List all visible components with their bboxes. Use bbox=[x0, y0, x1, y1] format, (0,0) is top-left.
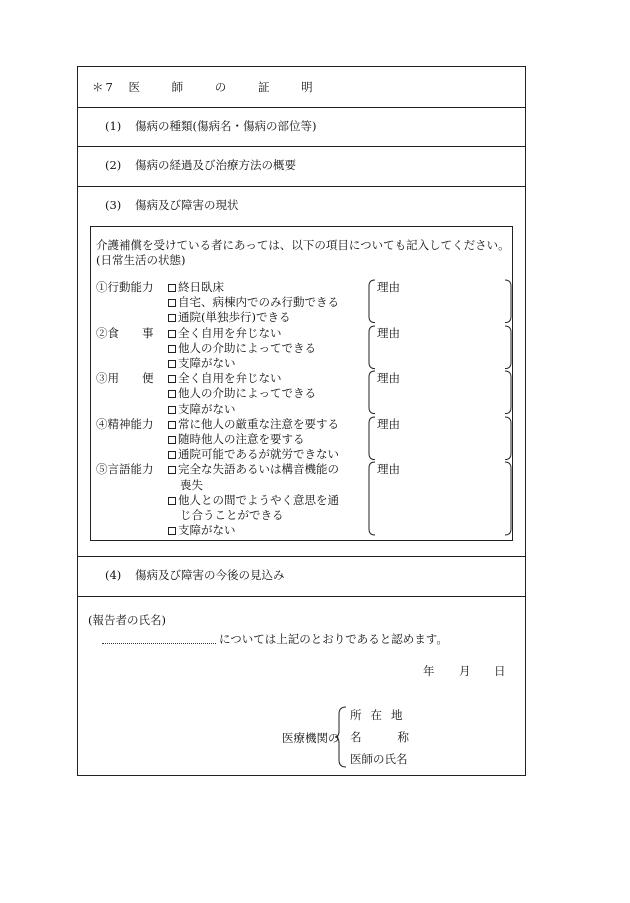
checkbox-icon[interactable] bbox=[168, 421, 176, 429]
option-checkbox[interactable] bbox=[168, 340, 316, 356]
reason-label: 理由 bbox=[377, 371, 400, 386]
category-label: ②食 事 bbox=[96, 325, 154, 340]
checkbox-icon[interactable] bbox=[168, 497, 176, 505]
certify-statement: については上記のとおりであると認めます。 bbox=[219, 632, 448, 646]
option-checkbox[interactable] bbox=[168, 401, 236, 417]
reporter-name-field[interactable] bbox=[102, 642, 216, 644]
checkbox-icon[interactable] bbox=[168, 299, 176, 307]
institution-name-label: 名 称 bbox=[350, 730, 409, 744]
checkbox-icon[interactable] bbox=[168, 330, 176, 338]
option-label: 全く自用を弁じない bbox=[178, 371, 282, 386]
reason-label: 理由 bbox=[377, 416, 400, 431]
option-label: 自宅、病棟内でのみ行動できる bbox=[178, 295, 339, 310]
report-section bbox=[78, 596, 525, 776]
checkbox-icon[interactable] bbox=[168, 284, 176, 292]
checkbox-icon[interactable] bbox=[168, 527, 176, 535]
daily-life-status-box bbox=[90, 226, 513, 541]
option-label: じ合うことができる bbox=[180, 508, 284, 522]
option-label: 全く自用を弁じない bbox=[178, 325, 282, 340]
form-title bbox=[92, 79, 327, 95]
date-day: 日 bbox=[494, 664, 506, 678]
option-label: 他人の介助によってできる bbox=[178, 386, 316, 401]
option-label: 喪失 bbox=[180, 477, 203, 492]
option-label: 随時他人の注意を要する bbox=[178, 432, 305, 446]
title-mark: ＊7 bbox=[92, 80, 115, 94]
section-3-heading: (3) 傷病及び障害の現状 bbox=[105, 198, 239, 212]
option-label: 支障がない bbox=[178, 401, 236, 416]
option-checkbox[interactable] bbox=[168, 446, 339, 462]
checkbox-icon[interactable] bbox=[168, 360, 176, 368]
doctor-name-label: 医師の氏名 bbox=[350, 752, 408, 766]
institution-address-label: 所在地 bbox=[350, 708, 412, 722]
institution-label: 医療機関の bbox=[282, 731, 340, 745]
option-checkbox[interactable] bbox=[168, 461, 339, 477]
section-4-heading: (4) 傷病及び障害の今後の見込み bbox=[105, 568, 285, 582]
option-checkbox[interactable] bbox=[168, 370, 282, 386]
institution-brace-icon bbox=[335, 706, 347, 768]
reason-bracket-icon bbox=[367, 415, 517, 461]
option-checkbox[interactable] bbox=[168, 385, 316, 401]
option-label: 終日臥床 bbox=[178, 280, 224, 294]
category-label: ③用 便 bbox=[96, 371, 154, 386]
checkbox-icon[interactable] bbox=[168, 466, 176, 474]
category-label: ①行動能力 bbox=[96, 280, 154, 294]
checkbox-icon[interactable] bbox=[168, 390, 176, 398]
checkbox-icon[interactable] bbox=[168, 436, 176, 444]
section-2-row bbox=[78, 146, 525, 187]
reason-label: 理由 bbox=[377, 325, 400, 340]
checkbox-icon[interactable] bbox=[168, 451, 176, 459]
care-notice: 介護補償を受けている者にあっては、以下の項目についても記入してください。 bbox=[96, 238, 510, 252]
title-label: 医 師 の 証 明 bbox=[128, 80, 327, 94]
section-2-heading: (2) 傷病の経過及び治療方法の概要 bbox=[105, 158, 296, 172]
checkbox-icon[interactable] bbox=[168, 375, 176, 383]
option-checkbox[interactable] bbox=[168, 309, 290, 325]
option-label: 他人との間でようやく意思を通 bbox=[178, 492, 339, 507]
category-label: ④精神能力 bbox=[96, 416, 154, 431]
section-3-row bbox=[78, 186, 525, 557]
option-checkbox[interactable] bbox=[168, 492, 339, 508]
section-1-heading: (1) 傷病の種類(傷病名・傷病の部位等) bbox=[105, 119, 317, 133]
section-1-row bbox=[78, 107, 525, 147]
option-label: 支障がない bbox=[178, 356, 236, 370]
reason-label: 理由 bbox=[377, 462, 400, 477]
option-label: 他人の介助によってできる bbox=[178, 340, 316, 355]
option-label: 通院可能であるが就労できない bbox=[178, 447, 339, 462]
option-label: 常に他人の厳重な注意を要する bbox=[178, 416, 339, 431]
form-title-row bbox=[78, 67, 525, 108]
option-checkbox[interactable] bbox=[168, 294, 339, 310]
section-4-row bbox=[78, 556, 525, 597]
option-continuation bbox=[180, 507, 284, 523]
option-label: 完全な失語あるいは構音機能の bbox=[178, 462, 339, 477]
doctor-certificate-form bbox=[77, 66, 526, 776]
option-checkbox[interactable] bbox=[168, 416, 339, 432]
reporter-label: (報告者の氏名) bbox=[88, 613, 166, 627]
option-continuation bbox=[180, 477, 203, 493]
reason-label: 理由 bbox=[377, 280, 400, 294]
reason-bracket-icon bbox=[367, 369, 517, 415]
reason-bracket-icon bbox=[367, 324, 517, 370]
reason-bracket-icon bbox=[367, 278, 517, 324]
reason-bracket-icon bbox=[367, 460, 517, 536]
option-label: 通院(単独歩行)できる bbox=[178, 310, 291, 325]
option-label: 支障がない bbox=[178, 523, 236, 538]
checkbox-icon[interactable] bbox=[168, 406, 176, 414]
date-year: 年 bbox=[423, 664, 435, 678]
option-checkbox[interactable] bbox=[168, 431, 305, 447]
checkbox-icon[interactable] bbox=[168, 345, 176, 353]
option-checkbox[interactable] bbox=[168, 325, 282, 341]
option-checkbox[interactable] bbox=[168, 522, 236, 538]
daily-life-heading: (日常生活の状態) bbox=[96, 253, 186, 267]
option-checkbox[interactable] bbox=[168, 355, 236, 371]
date-month: 月 bbox=[459, 664, 471, 678]
option-checkbox[interactable] bbox=[168, 279, 224, 295]
checkbox-icon[interactable] bbox=[168, 314, 176, 322]
category-label: ⑤言語能力 bbox=[96, 462, 154, 477]
